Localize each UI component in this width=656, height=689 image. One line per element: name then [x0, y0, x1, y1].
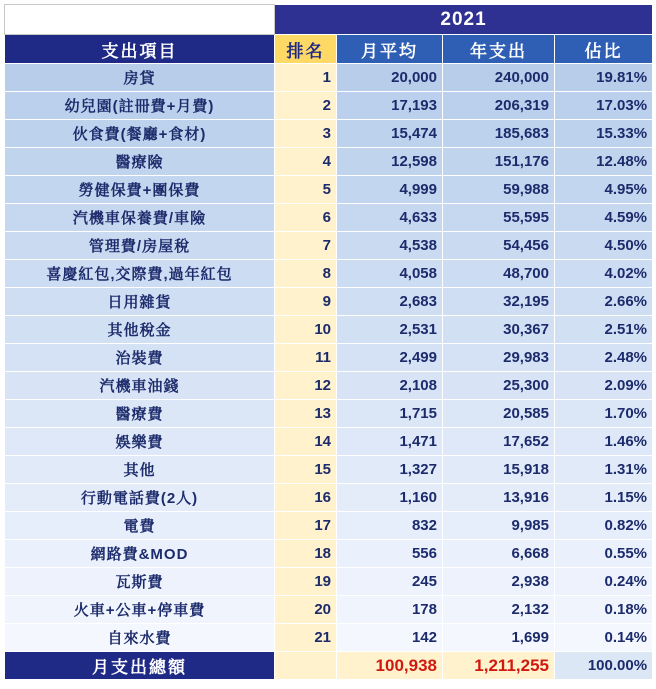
expense-item-name: 日用雜貨	[5, 288, 275, 316]
column-header-monthly-avg[interactable]: 月平均	[337, 35, 443, 64]
expense-rank: 11	[275, 344, 337, 372]
expense-item-name: 醫療險	[5, 148, 275, 176]
table-row[interactable]	[5, 624, 653, 652]
expense-monthly: 4,633	[337, 204, 443, 232]
expense-rank: 15	[275, 456, 337, 484]
expense-yearly: 185,683	[443, 120, 555, 148]
table-row[interactable]	[5, 232, 653, 260]
expense-rank: 1	[275, 64, 337, 92]
expense-item-name: 醫療費	[5, 400, 275, 428]
table-row[interactable]	[5, 288, 653, 316]
expense-item-name: 網路費&MOD	[5, 540, 275, 568]
expense-rank: 19	[275, 568, 337, 596]
expense-rank: 5	[275, 176, 337, 204]
expense-share: 4.95%	[555, 176, 653, 204]
expense-monthly: 4,538	[337, 232, 443, 260]
expense-yearly: 17,652	[443, 428, 555, 456]
expense-monthly: 2,531	[337, 316, 443, 344]
expense-monthly: 12,598	[337, 148, 443, 176]
expense-monthly: 17,193	[337, 92, 443, 120]
table-row[interactable]	[5, 204, 653, 232]
table-row[interactable]	[5, 148, 653, 176]
expense-rank: 16	[275, 484, 337, 512]
expense-yearly: 1,699	[443, 624, 555, 652]
expense-item-name: 行動電話費(2人)	[5, 484, 275, 512]
expense-share: 0.55%	[555, 540, 653, 568]
expense-rank: 10	[275, 316, 337, 344]
expense-item-name: 喜慶紅包,交際費,過年紅包	[5, 260, 275, 288]
expense-monthly: 245	[337, 568, 443, 596]
expense-share: 2.66%	[555, 288, 653, 316]
table-row[interactable]	[5, 512, 653, 540]
expense-yearly: 15,918	[443, 456, 555, 484]
expense-yearly: 48,700	[443, 260, 555, 288]
table-row[interactable]	[5, 428, 653, 456]
expense-rank: 20	[275, 596, 337, 624]
column-header-yearly[interactable]: 年支出	[443, 35, 555, 64]
table-row[interactable]	[5, 64, 653, 92]
expense-rank: 7	[275, 232, 337, 260]
expense-rank: 18	[275, 540, 337, 568]
expense-yearly: 20,585	[443, 400, 555, 428]
expense-yearly: 29,983	[443, 344, 555, 372]
expense-yearly: 59,988	[443, 176, 555, 204]
table-row[interactable]	[5, 260, 653, 288]
expense-yearly: 32,195	[443, 288, 555, 316]
expense-rank: 14	[275, 428, 337, 456]
expense-rank: 12	[275, 372, 337, 400]
expense-yearly: 6,668	[443, 540, 555, 568]
expense-rank: 9	[275, 288, 337, 316]
expense-share: 1.15%	[555, 484, 653, 512]
expense-share: 2.09%	[555, 372, 653, 400]
column-header-rank[interactable]: 排名	[275, 35, 337, 64]
table-row[interactable]	[5, 120, 653, 148]
expense-rank: 13	[275, 400, 337, 428]
expense-monthly: 4,999	[337, 176, 443, 204]
expense-monthly: 2,683	[337, 288, 443, 316]
expense-table	[4, 4, 653, 680]
total-label: 月支出總額	[5, 652, 275, 680]
expense-monthly: 2,108	[337, 372, 443, 400]
expense-monthly: 2,499	[337, 344, 443, 372]
expense-share: 1.31%	[555, 456, 653, 484]
expense-item-name: 管理費/房屋稅	[5, 232, 275, 260]
expense-item-name: 勞健保費+團保費	[5, 176, 275, 204]
expense-item-name: 瓦斯費	[5, 568, 275, 596]
expense-item-name: 自來水費	[5, 624, 275, 652]
total-monthly: 100,938	[337, 652, 443, 680]
expense-item-name: 娛樂費	[5, 428, 275, 456]
table-row[interactable]	[5, 372, 653, 400]
expense-yearly: 2,132	[443, 596, 555, 624]
expense-monthly: 556	[337, 540, 443, 568]
expense-yearly: 206,319	[443, 92, 555, 120]
expense-item-name: 伙食費(餐廳+食材)	[5, 120, 275, 148]
table-row[interactable]	[5, 176, 653, 204]
expense-monthly: 4,058	[337, 260, 443, 288]
expense-item-name: 其他	[5, 456, 275, 484]
expense-rank: 17	[275, 512, 337, 540]
expense-item-name: 幼兒園(註冊費+月費)	[5, 92, 275, 120]
table-row[interactable]	[5, 400, 653, 428]
expense-rank: 3	[275, 120, 337, 148]
expense-share: 19.81%	[555, 64, 653, 92]
expense-share: 0.82%	[555, 512, 653, 540]
expense-item-name: 汽機車保養費/車險	[5, 204, 275, 232]
table-row[interactable]	[5, 316, 653, 344]
expense-rank: 21	[275, 624, 337, 652]
expense-share: 2.48%	[555, 344, 653, 372]
expense-yearly: 13,916	[443, 484, 555, 512]
expense-share: 1.46%	[555, 428, 653, 456]
expense-rank: 4	[275, 148, 337, 176]
expense-monthly: 142	[337, 624, 443, 652]
expense-share: 4.59%	[555, 204, 653, 232]
expense-rank: 6	[275, 204, 337, 232]
total-row	[5, 652, 653, 680]
expense-monthly: 832	[337, 512, 443, 540]
expense-share: 12.48%	[555, 148, 653, 176]
expense-share: 4.50%	[555, 232, 653, 260]
expense-yearly: 240,000	[443, 64, 555, 92]
table-row[interactable]	[5, 596, 653, 624]
expense-monthly: 1,471	[337, 428, 443, 456]
expense-yearly: 54,456	[443, 232, 555, 260]
year-banner: 2021	[275, 5, 653, 35]
table-row[interactable]	[5, 484, 653, 512]
expense-monthly: 1,160	[337, 484, 443, 512]
total-yearly: 1,211,255	[443, 652, 555, 680]
table-row[interactable]	[5, 92, 653, 120]
expense-share: 15.33%	[555, 120, 653, 148]
table-row[interactable]	[5, 540, 653, 568]
expense-monthly: 1,715	[337, 400, 443, 428]
expense-share: 17.03%	[555, 92, 653, 120]
expense-rank: 2	[275, 92, 337, 120]
expense-item-name: 治裝費	[5, 344, 275, 372]
expense-item-name: 火車+公車+停車費	[5, 596, 275, 624]
expense-rank: 8	[275, 260, 337, 288]
expense-share: 0.18%	[555, 596, 653, 624]
expense-item-name: 電費	[5, 512, 275, 540]
expense-item-name: 其他稅金	[5, 316, 275, 344]
expense-item-name: 房貸	[5, 64, 275, 92]
expense-share: 1.70%	[555, 400, 653, 428]
expense-yearly: 151,176	[443, 148, 555, 176]
total-share: 100.00%	[555, 652, 653, 680]
expense-yearly: 25,300	[443, 372, 555, 400]
expense-share: 0.14%	[555, 624, 653, 652]
expense-yearly: 55,595	[443, 204, 555, 232]
column-header-item[interactable]: 支出項目	[5, 35, 275, 64]
table-row[interactable]	[5, 456, 653, 484]
expense-yearly: 9,985	[443, 512, 555, 540]
header-row	[5, 35, 653, 64]
expense-monthly: 20,000	[337, 64, 443, 92]
table-row[interactable]	[5, 344, 653, 372]
table-row[interactable]	[5, 568, 653, 596]
expense-monthly: 15,474	[337, 120, 443, 148]
banner-row	[5, 5, 653, 35]
expense-monthly: 1,327	[337, 456, 443, 484]
expense-share: 4.02%	[555, 260, 653, 288]
expense-share: 2.51%	[555, 316, 653, 344]
column-header-share[interactable]: 佔比	[555, 35, 653, 64]
expense-yearly: 30,367	[443, 316, 555, 344]
blank-corner-cell	[5, 5, 275, 35]
expense-yearly: 2,938	[443, 568, 555, 596]
expense-item-name: 汽機車油錢	[5, 372, 275, 400]
expense-share: 0.24%	[555, 568, 653, 596]
expense-monthly: 178	[337, 596, 443, 624]
total-rank-blank	[275, 652, 337, 680]
